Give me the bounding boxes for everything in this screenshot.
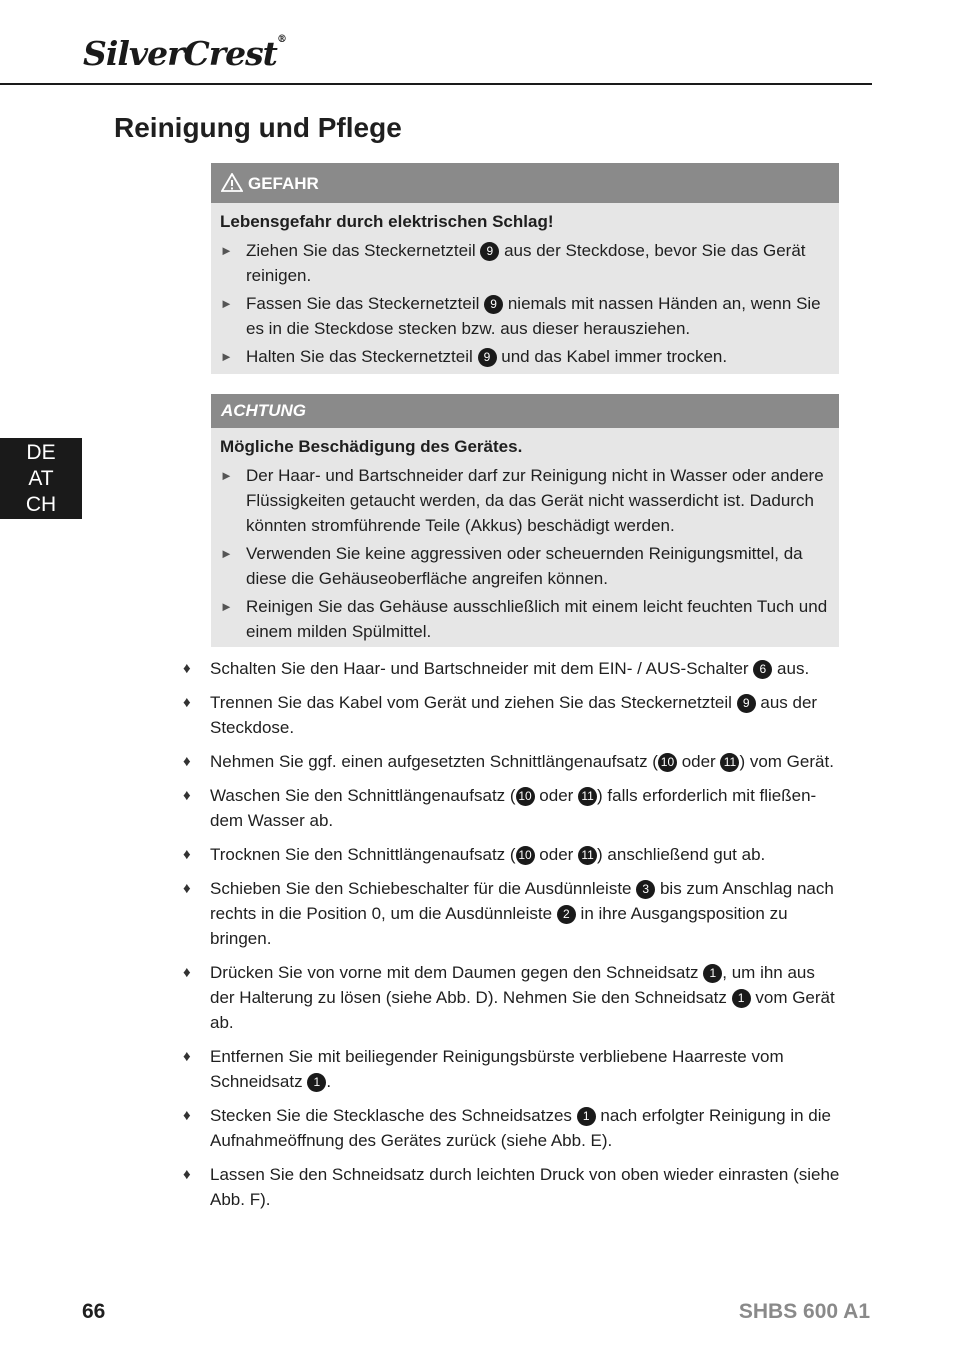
diamond-bullet-icon: ♦: [183, 1048, 191, 1065]
part-number-badge: 9: [737, 694, 756, 713]
text-segment: aus der Steckdose.: [210, 693, 818, 737]
part-number-badge: 9: [478, 348, 497, 367]
text-segment: bis zum Anschlag nach rechts in die Position 0, um die Ausdünnleiste: [210, 879, 834, 923]
step-item: [183, 1162, 843, 1212]
text-segment: Fassen Sie das Steckernetzteil: [246, 294, 485, 313]
part-number-badge: 11: [578, 787, 597, 806]
diamond-bullet-icon: ♦: [183, 1107, 191, 1124]
step-item: [183, 690, 843, 740]
text-segment: Der Haar- und Bartschneider darf zur Reinigung nicht in Wasser oder andere Flüssigkeiten getaucht werden, da das Gerät nicht wasserdicht ist. Dadurch könnten stromführende Teile (Akkus) beschädigt werden.: [246, 466, 824, 535]
text-segment: ) falls erforderlich mit fließen-dem Wasser ab.: [210, 786, 817, 830]
part-number-badge: 1: [577, 1107, 596, 1126]
step-item: [183, 783, 843, 833]
model-number: SHBS 600 A1: [738, 1300, 870, 1323]
text-segment: Trocknen Sie den Schnittlängenaufsatz (: [210, 845, 516, 864]
text-segment: Schalten Sie den Haar- und Bartschneider mit dem EIN- / AUS-Schalter: [210, 659, 754, 678]
text-segment: Verwenden Sie keine aggressiven oder scheuernden Reinigungsmittel, da diese die Gehäuseoberfläche angreifen können.: [246, 544, 803, 588]
text-segment: aus.: [772, 659, 810, 678]
danger-header: GEFAHR: [211, 163, 839, 203]
text-segment: Entfernen Sie mit beiliegender Reinigungsbürste verbliebene Haarreste vom Schneidsatz: [210, 1047, 784, 1091]
arrow-bullet-icon: ►: [220, 468, 233, 483]
text-segment: oder: [676, 752, 721, 771]
text-segment: Schieben Sie den Schiebeschalter für die Ausdünnleiste: [210, 879, 637, 898]
part-number-badge: 2: [557, 905, 576, 924]
text-segment: Waschen Sie den Schnittlängenaufsatz (: [210, 786, 516, 805]
text-segment: Reinigen Sie das Gehäuse ausschließlich mit einem leicht feuchten Tuch und einem milden Spülmittel.: [246, 597, 828, 641]
diamond-bullet-icon: ♦: [183, 753, 191, 770]
text-segment: Nehmen Sie ggf. einen aufgesetzten Schnittlängenaufsatz (: [210, 752, 658, 771]
part-number-badge: 1: [307, 1073, 326, 1092]
text-segment: Ziehen Sie das Steckernetzteil: [246, 241, 481, 260]
diamond-bullet-icon: ♦: [183, 1166, 191, 1183]
step-item: [183, 656, 843, 681]
step-item: [183, 960, 843, 1035]
text-segment: niemals mit nassen Händen an, wenn Sie es in die Steckdose stecken bzw. aus dieser herausziehen.: [246, 294, 821, 338]
step-item: [183, 1044, 843, 1094]
text-segment: .: [326, 1072, 332, 1091]
part-number-badge: 9: [480, 242, 499, 261]
caution-item: [220, 541, 829, 591]
diamond-bullet-icon: ♦: [183, 694, 191, 711]
part-number-badge: 6: [753, 660, 772, 679]
diamond-bullet-icon: ♦: [183, 660, 191, 677]
part-number-badge: 1: [703, 964, 722, 983]
cleaning-steps: [183, 656, 843, 1221]
arrow-bullet-icon: ►: [220, 349, 233, 364]
danger-subheading: Lebensgefahr durch elektrischen Schlag!: [220, 212, 554, 231]
danger-item: [220, 291, 829, 341]
text-segment: nach erfolgter Reinigung in die Aufnahmeöffnung des Gerätes zurück (siehe Abb. E).: [210, 1106, 831, 1150]
diamond-bullet-icon: ♦: [183, 787, 191, 804]
diamond-bullet-icon: ♦: [183, 880, 191, 897]
danger-item: [220, 344, 829, 369]
brand-logo: SilverCrest®: [83, 34, 286, 73]
text-segment: ) vom Gerät.: [739, 752, 834, 771]
part-number-badge: 3: [636, 880, 655, 899]
text-segment: , um ihn aus der Halterung zu lösen (siehe Abb. D). Nehmen Sie den Schneidsatz: [210, 963, 815, 1007]
text-segment: oder: [534, 786, 579, 805]
page-number: 66: [82, 1300, 106, 1323]
part-number-badge: 11: [720, 753, 739, 772]
caution-header: ACHTUNG: [211, 394, 839, 428]
text-segment: oder: [534, 845, 579, 864]
header-rule: [0, 83, 872, 85]
text-segment: Drücken Sie von vorne mit dem Daumen gegen den Schneidsatz: [210, 963, 704, 982]
text-segment: aus der Steckdose, bevor Sie das Gerät reinigen.: [246, 241, 806, 285]
text-segment: Stecken Sie die Stecklasche des Schneidsatzes: [210, 1106, 577, 1125]
arrow-bullet-icon: ►: [220, 599, 233, 614]
text-segment: ) anschließend gut ab.: [597, 845, 766, 864]
part-number-badge: 10: [658, 753, 677, 772]
part-number-badge: 9: [484, 295, 503, 314]
part-number-badge: 10: [516, 787, 535, 806]
arrow-bullet-icon: ►: [220, 296, 233, 311]
part-number-badge: 11: [578, 846, 597, 865]
lang-de: DE: [26, 441, 56, 464]
caution-item: [220, 463, 829, 538]
page-title: Reinigung und Pflege: [114, 112, 402, 143]
lang-at: AT: [28, 467, 54, 490]
arrow-bullet-icon: ►: [220, 243, 233, 258]
step-item: [183, 749, 843, 774]
part-number-badge: 1: [732, 989, 751, 1008]
text-segment: Trennen Sie das Kabel vom Gerät und ziehen Sie das Steckernetzteil: [210, 693, 737, 712]
diamond-bullet-icon: ♦: [183, 846, 191, 863]
warning-icon: [221, 173, 243, 192]
danger-item: [220, 238, 829, 288]
text-segment: vom Gerät ab.: [210, 988, 835, 1032]
caution-item: [220, 594, 829, 644]
text-segment: Lassen Sie den Schneidsatz durch leichten Druck von oben wieder einrasten (siehe Abb. F).: [210, 1165, 840, 1209]
arrow-bullet-icon: ►: [220, 546, 233, 561]
step-item: [183, 842, 843, 867]
step-item: [183, 1103, 843, 1153]
caution-subheading: Mögliche Beschädigung des Gerätes.: [220, 437, 523, 456]
step-item: [183, 876, 843, 951]
danger-body: [211, 203, 839, 376]
language-tab: [0, 438, 82, 519]
diamond-bullet-icon: ♦: [183, 964, 191, 981]
caution-body: [211, 428, 839, 651]
lang-ch: CH: [25, 493, 57, 516]
part-number-badge: 10: [516, 846, 535, 865]
text-segment: und das Kabel immer trocken.: [496, 347, 728, 366]
caution-box: [211, 394, 839, 647]
danger-box: [211, 163, 839, 374]
text-segment: in ihre Ausgangsposition zu bringen.: [210, 904, 788, 948]
text-segment: Halten Sie das Steckernetzteil: [246, 347, 478, 366]
